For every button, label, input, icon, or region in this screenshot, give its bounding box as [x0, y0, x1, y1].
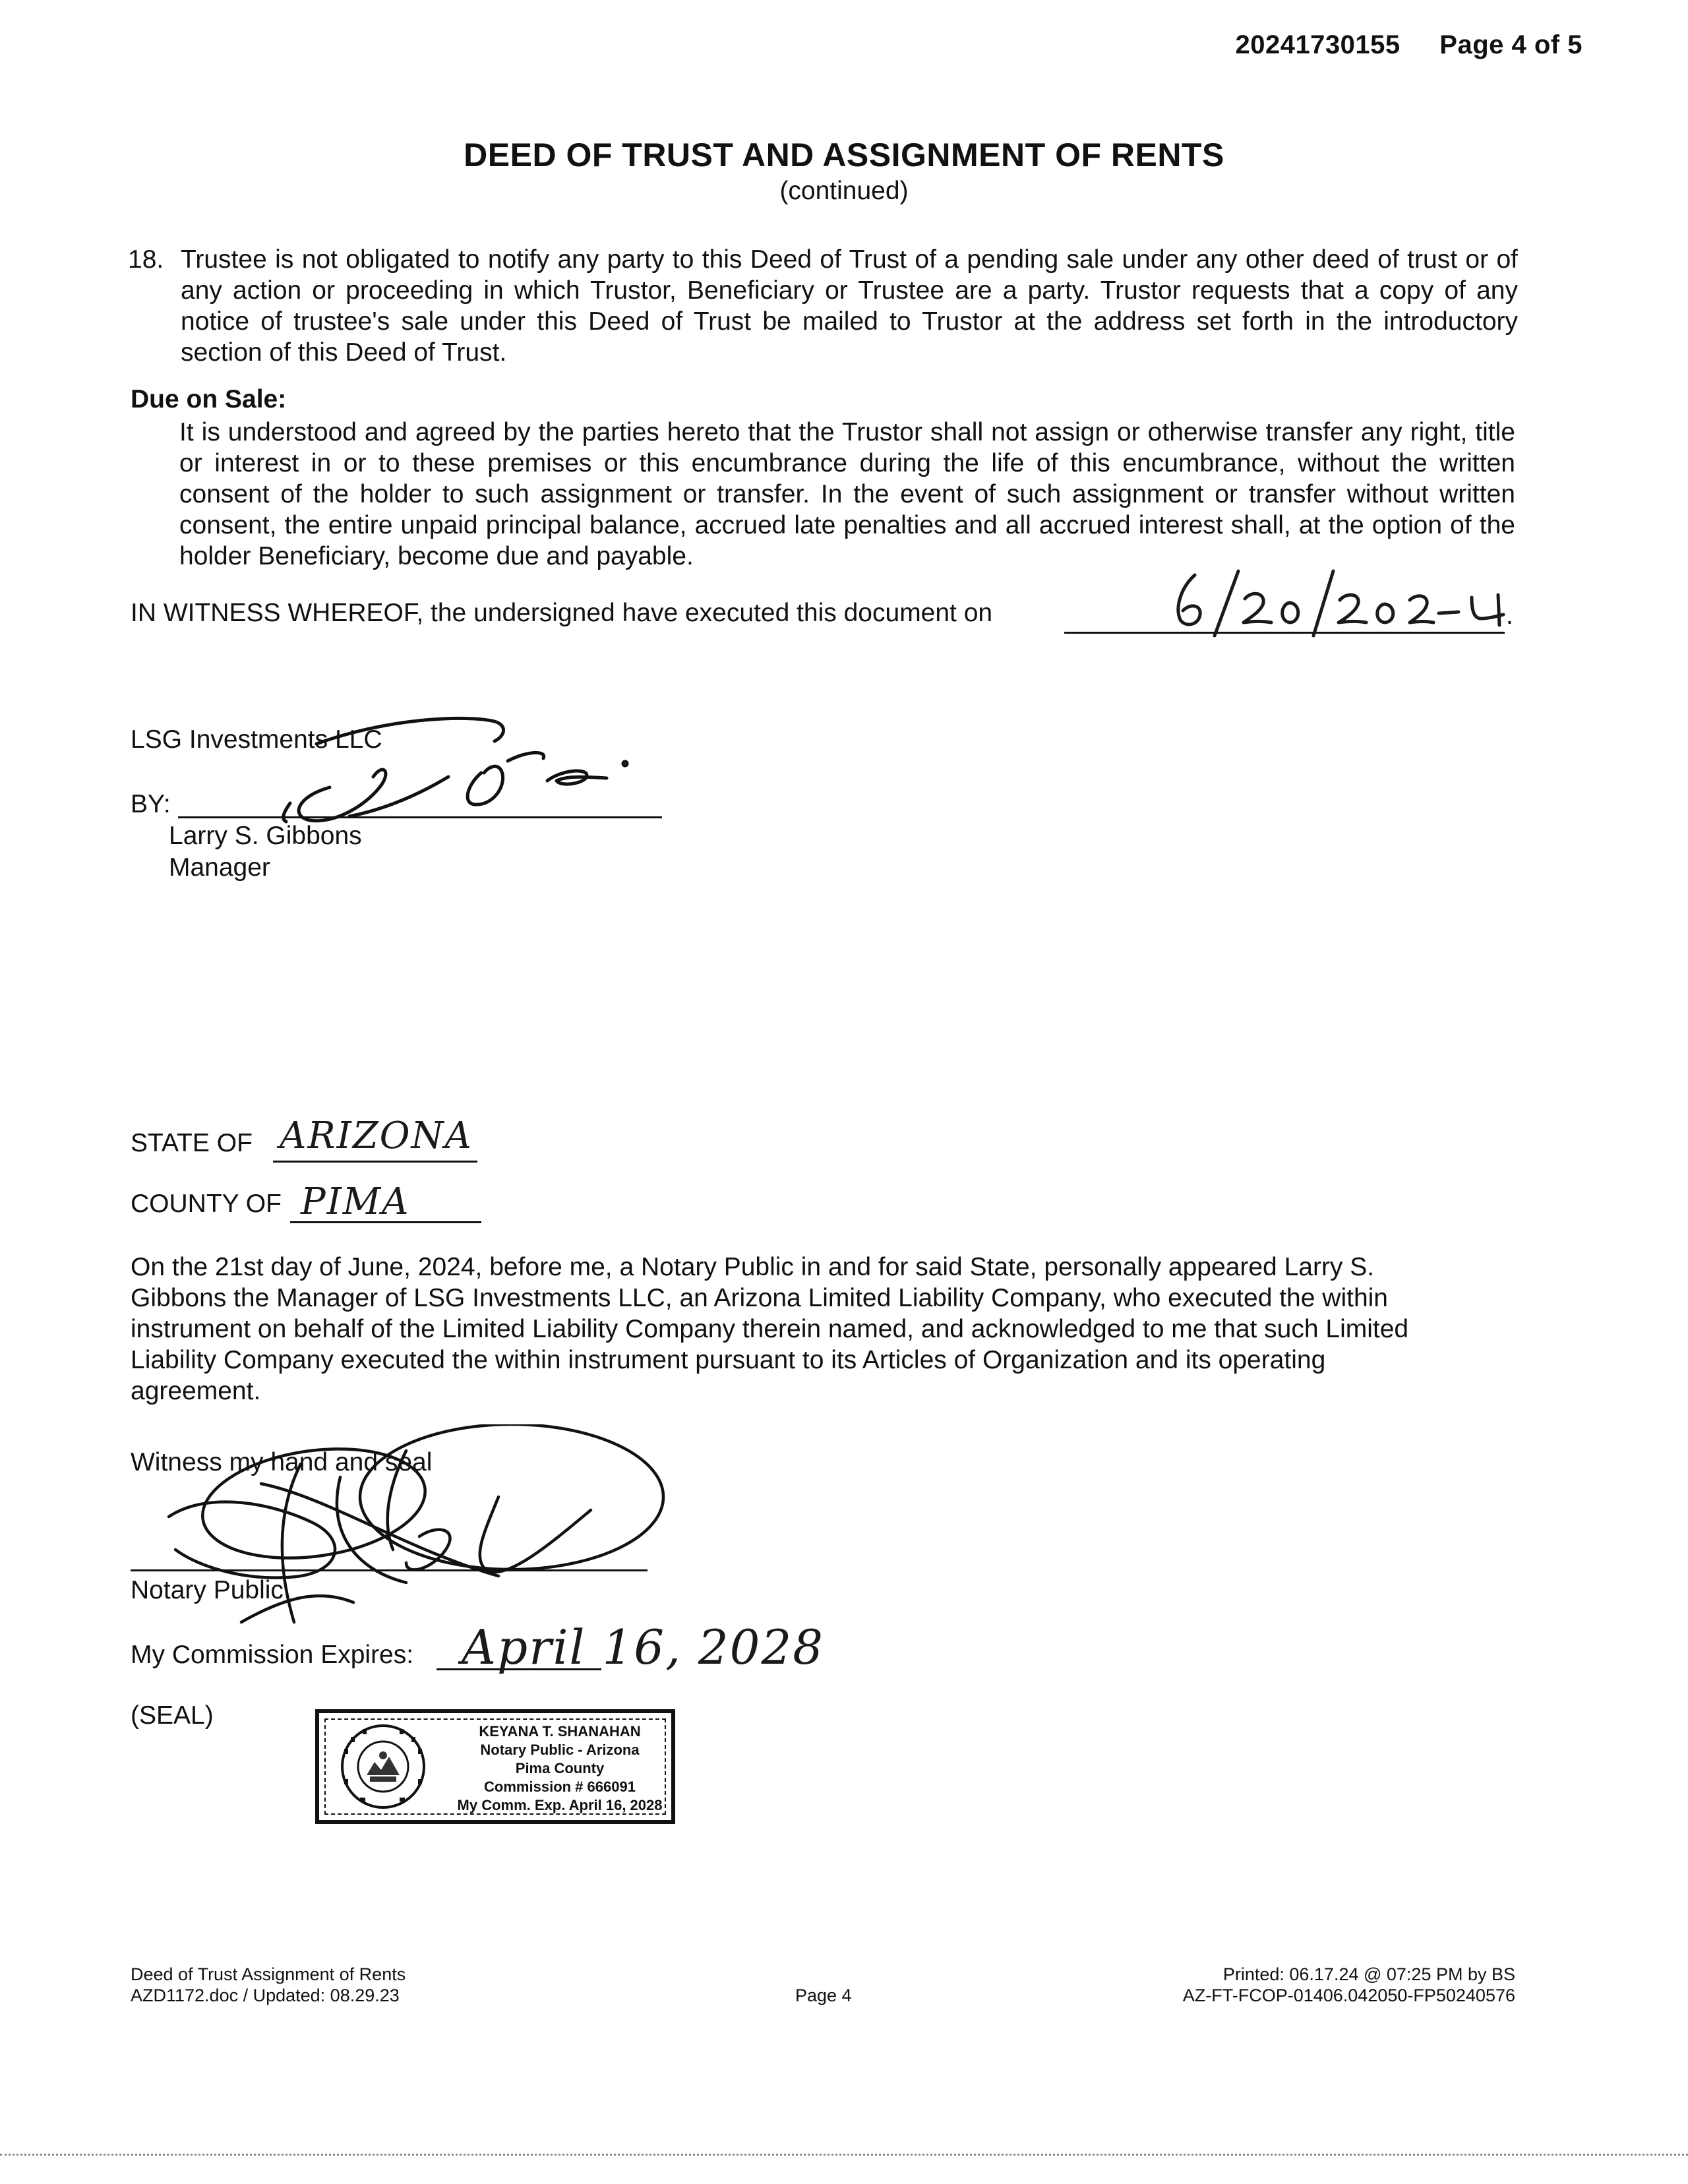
state-blank	[273, 1161, 477, 1163]
notary-signature	[129, 1424, 683, 1678]
footer-right	[1183, 1964, 1515, 2006]
by-label: BY:	[131, 790, 171, 818]
county-handwritten: PIMA	[301, 1180, 410, 1223]
footer-form-id: AZD1172.doc / Updated: 08.29.23	[131, 1986, 400, 2005]
document-title: DEED OF TRUST AND ASSIGNMENT OF RENTS	[464, 136, 1224, 173]
notary-seal-stamp	[315, 1709, 675, 1824]
seal-text-block	[451, 1722, 669, 1815]
county-label: COUNTY OF	[131, 1190, 282, 1218]
paragraph-number: 18.	[128, 245, 164, 274]
company-name: LSG Investments LLC	[131, 725, 382, 754]
notary-public-label: Notary Public	[131, 1576, 284, 1604]
page-indicator: Page 4 of 5	[1439, 30, 1582, 59]
seal-county: Pima County	[515, 1760, 605, 1776]
footer-printed: Printed: 06.17.24 @ 07:25 PM by BS	[1222, 1964, 1515, 1984]
footer-left	[131, 1964, 406, 2006]
signer-title: Manager	[169, 853, 270, 882]
seal-notary-name: KEYANA T. SHANAHAN	[479, 1723, 641, 1740]
handwritten-date-ink	[1160, 562, 1517, 641]
paragraph-18	[128, 244, 1518, 368]
state-line	[131, 1129, 253, 1158]
state-handwritten: ARIZONA	[280, 1114, 473, 1157]
seal-expiry: My Comm. Exp. April 16, 2028	[457, 1797, 663, 1813]
arizona-seal-emblem-graphic	[334, 1722, 433, 1811]
seal-label: (SEAL)	[131, 1701, 214, 1730]
state-label: STATE OF	[131, 1129, 253, 1157]
scan-artifact-line	[0, 2154, 1688, 2156]
signer-name: Larry S. Gibbons	[169, 822, 362, 850]
witness-text: IN WITNESS WHEREOF, the undersigned have executed this document on	[131, 599, 993, 627]
seal-commission: Commission # 666091	[484, 1778, 636, 1795]
paragraph-18-text: Trustee is not obligated to notify any party to this Deed of Trust of a pending sale under any other deed of trust or of any action or proceeding in which Trustor, Beneficiary or Trustee are a party. Trustor requests that a copy of any notice of trustee's sale under this Deed of Trust be mailed to Trustor at the address set forth in the introductory section of this Deed of Trust.	[181, 245, 1518, 367]
footer-page-number: Page 4	[795, 1986, 852, 2005]
county-line	[131, 1190, 282, 1219]
witness-statement	[131, 599, 992, 628]
witness-end-punct: .	[1506, 601, 1513, 630]
notary-acknowledgment: On the 21st day of June, 2024, before me, a Notary Public in and for said State, personally appeared Larry S. Gibbons the Manager of LSG Investments LLC, an Arizona Limited Liability Company, who executed the within instrument on behalf of the Limited Liability Company therein named, and acknowledged to me that such Limited Liability Company executed the within instrument pursuant to its Articles of Organization and its operating agreement.	[131, 1253, 1409, 1405]
arizona-seal-emblem	[334, 1722, 433, 1814]
seal-notary-title: Notary Public - Arizona	[480, 1742, 640, 1758]
commission-handwritten: April 16, 2028	[462, 1620, 825, 1675]
document-subtitle: (continued)	[779, 177, 909, 205]
due-on-sale-text: It is understood and agreed by the parties hereto that the Trustor shall not assign or otherwise transfer any right, title or interest in or to these premises or this encumbrance during the life of this encumbrance, without the written consent of the holder to such assignment or transfer. In the event of such assignment or transfer without written consent, the entire unpaid principal balance, accrued late penalties and all accrued interest shall, at the option of the holder Beneficiary, become due and payable.	[179, 418, 1515, 570]
handwritten-date	[1160, 562, 1517, 644]
manager-signature	[218, 704, 666, 839]
due-on-sale-heading: Due on Sale:	[131, 385, 287, 413]
manager-signature-ink	[218, 704, 666, 836]
commission-label: My Commission Expires:	[131, 1641, 414, 1669]
footer-file-id: AZ-FT-FCOP-01406.042050-FP50240576	[1182, 1986, 1515, 2005]
document-number: 20241730155	[1235, 30, 1401, 59]
witness-hand-seal: Witness my hand and seal	[131, 1448, 433, 1476]
notary-signature-ink	[129, 1424, 683, 1675]
footer-form-name: Deed of Trust Assignment of Rents	[131, 1964, 406, 1984]
page-header	[1235, 30, 1582, 60]
